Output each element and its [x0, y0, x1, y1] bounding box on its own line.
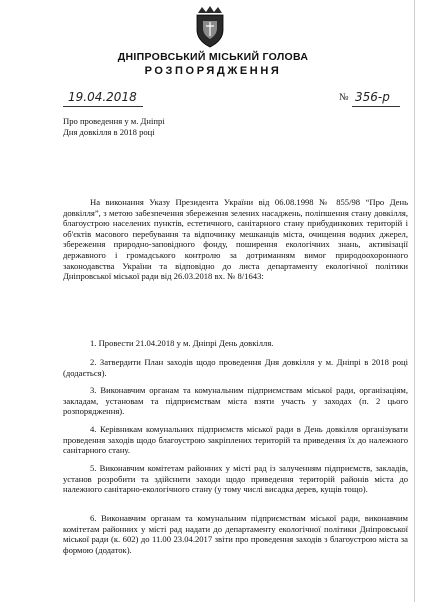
number-sign: № — [339, 92, 349, 103]
number-underline — [352, 106, 400, 107]
city-coat-of-arms-icon — [193, 6, 227, 48]
preamble-paragraph: На виконання Указу Президента України від 06.08.1998 № 855/98 “Про День довкілля”, з метою забезпечення збереження зелених насаджень, поліпшення стану довкілля, благоустрою населених пунктів, естетичного, санітарного стану прибудинкових територій і об'єктів масового перебування та відпочинку мешканців міста, очищення водних джерел, збереження природно-заповідного фонду, поширення екологічних знань, активізації державного і громадського контролю за дотриманням вимог природоохоронного законодавства України та відповідно до листа департаменту екологічної політики Дніпровської міської ради від 26.03.2018 вх. № 8/1643: — [63, 197, 408, 282]
page-edge-divider — [414, 0, 415, 602]
document-subject — [63, 116, 165, 137]
list-item-5: 5. Виконавчим комітетам районних у місті рад із залученням підприємств, закладів, установ розробити та здійснити заходи щодо приведення територій районів міста до належного санітарно-екологічного стану (у тому числі висадка дерев, кущів тощо). — [63, 463, 408, 495]
subject-line-1: Про проведення у м. Дніпрі — [63, 116, 165, 126]
list-item-3: 3. Виконавчим органам та комунальним підприємствам міської ради, організаціям, закладам, установам та підприємствам міста взяти участь у заходах (п. 2 цього розпорядження). — [63, 385, 408, 417]
subject-line-2: Дня довкілля в 2018 році — [63, 126, 155, 137]
document-date: 19.04.2018 — [68, 90, 137, 104]
list-item-6: 6. Виконавчим органам та комунальним підприємствам міської ради, виконавчим комітетам районних у місті рад надати до департаменту екологічної політики Дніпровської міської ради (к. 602) до 11.00 23.04.2017 звіти про проведення заходів з благоустрою міста за формою (додаток). — [63, 513, 408, 555]
document-type: РОЗПОРЯДЖЕННЯ — [144, 65, 282, 77]
list-item-1: 1. Провести 21.04.2018 у м. Дніпрі День довкілля. — [90, 338, 274, 348]
date-underline — [63, 106, 143, 107]
document-number: 356-р — [355, 90, 390, 104]
list-item-4: 4. Керівникам комунальних підприємств міської ради в День довкілля організувати проведення заходів щодо благоустрою закріплених територій та приведення їх до належного санітарного стану. — [63, 424, 408, 456]
list-item-2: 2. Затвердити План заходів щодо проведення Дня довкілля у м. Дніпрі в 2018 році (додається). — [63, 357, 408, 378]
issuing-authority: ДНІПРОВСЬКИЙ МІСЬКИЙ ГОЛОВА — [117, 51, 309, 63]
